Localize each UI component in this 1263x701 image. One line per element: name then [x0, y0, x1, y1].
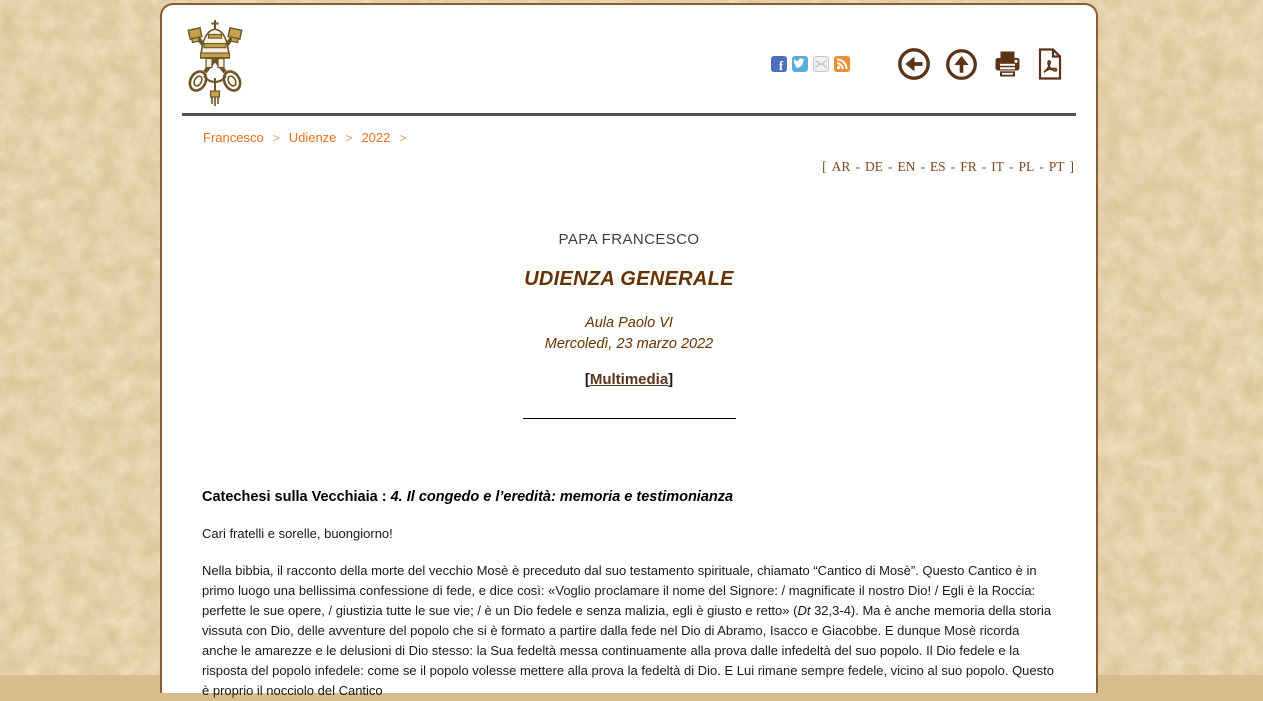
breadcrumb: [182, 130, 1076, 145]
article-body: [182, 489, 1076, 701]
language-separator: -: [920, 159, 925, 174]
pdf-icon[interactable]: [1037, 48, 1063, 80]
language-link-it[interactable]: IT: [991, 159, 1004, 174]
scripture-citation: Dt: [797, 603, 811, 618]
print-icon[interactable]: [992, 49, 1023, 79]
body-paragraph: [202, 561, 1056, 701]
language-link-pl[interactable]: PL: [1018, 159, 1035, 174]
rss-icon[interactable]: [834, 56, 850, 72]
language-separator: -: [950, 159, 956, 174]
site-header: [182, 5, 1076, 116]
facebook-icon[interactable]: [771, 56, 787, 72]
catechesis-heading-prefix: Catechesi sulla Vecchiaia :: [202, 489, 391, 505]
language-separator: -: [981, 159, 987, 174]
page-title: UDIENZA GENERALE: [524, 268, 734, 290]
language-link-fr[interactable]: FR: [960, 159, 977, 174]
catechesis-heading: [202, 489, 1056, 505]
breadcrumb-link-udienze[interactable]: Udienze: [288, 130, 337, 145]
catechesis-heading-title: 4. Il congedo e l’eredità: memoria e testimonianza: [390, 489, 734, 505]
language-link-de[interactable]: DE: [864, 159, 883, 174]
multimedia-link[interactable]: Multimedia: [589, 371, 669, 388]
language-link-ar[interactable]: AR: [831, 159, 851, 174]
language-bar: [182, 159, 1076, 175]
scroll-top-icon[interactable]: [945, 48, 978, 81]
breadcrumb-link-2022[interactable]: 2022: [361, 130, 391, 145]
multimedia-close-bracket: ]: [668, 371, 674, 388]
article-venue: Aula Paolo VI: [585, 315, 673, 331]
content-panel: [160, 3, 1098, 698]
mail-icon[interactable]: [813, 56, 829, 72]
vatican-coat-of-arms-logo[interactable]: [183, 18, 247, 110]
greeting-text: Cari fratelli e sorelle, buongiorno!: [202, 526, 393, 541]
svg-text:f: f: [778, 58, 784, 72]
paragraph-text: Nella bibbia, il racconto della morte del vecchio Mosè è preceduto dal suo testamento spirituale, chiamato “Cantico di Mosè”. Questo Cantico è in primo luogo una bellissima confessione di fede, e dice così: «Voglio proclamare il nome del Signore: / magnificate il nostro Dio! / Egli è la Roccia: perfette le sue opere, / giustizia tutte le sue vie; / è un Dio fedele e senza malizia, egli è giusto e retto» (: [202, 563, 1037, 618]
article-author: PAPA FRANCESCO: [558, 231, 700, 248]
language-bar-close-bracket: ]: [1069, 159, 1074, 174]
language-separator: -: [887, 159, 893, 174]
breadcrumb-link-francesco[interactable]: Francesco: [203, 130, 264, 145]
page-action-icons: [897, 47, 1063, 81]
back-icon[interactable]: [897, 47, 931, 81]
article-date: Mercoledì, 23 marzo 2022: [544, 336, 714, 352]
article-head: [182, 231, 1076, 419]
language-link-pt[interactable]: PT: [1048, 159, 1065, 174]
paragraph-text: 32,3-4). Ma è anche memoria della storia vissuta con Dio, delle avventure del popolo che si è formato a partire dalla fede nel Dio di Abramo, Isacco e Giacobbe. E dunque Mosè ricorda anche le amarezze e le delusioni di Dio stesso: la Sua fedeltà messa continuamente alla prova dalle infedeltà del suo popolo. Il Dio fedele e la risposta del popolo infedele: come se il popolo volesse mettere alla prova la fedeltà di Dio. E Lui rimane sempre fedele, vicino al suo popolo. Questo è proprio il nocciolo del Cantico: [202, 603, 1054, 698]
language-link-es[interactable]: ES: [929, 159, 946, 174]
multimedia-open-bracket: [: [584, 371, 590, 388]
vatican-coat-of-arms-icon: [183, 18, 247, 110]
language-separator: -: [1008, 159, 1014, 174]
twitter-icon[interactable]: [792, 56, 808, 72]
breadcrumb-separator: >: [399, 131, 407, 145]
breadcrumb-separator: >: [345, 131, 353, 145]
language-separator: -: [1039, 159, 1044, 174]
language-link-en[interactable]: EN: [897, 159, 916, 174]
language-separator: -: [855, 159, 860, 174]
multimedia-row: [182, 371, 1076, 388]
share-icons: [771, 56, 850, 72]
breadcrumb-separator: >: [272, 131, 280, 145]
section-divider: [523, 418, 736, 419]
language-bar-open-bracket: [: [822, 159, 827, 174]
